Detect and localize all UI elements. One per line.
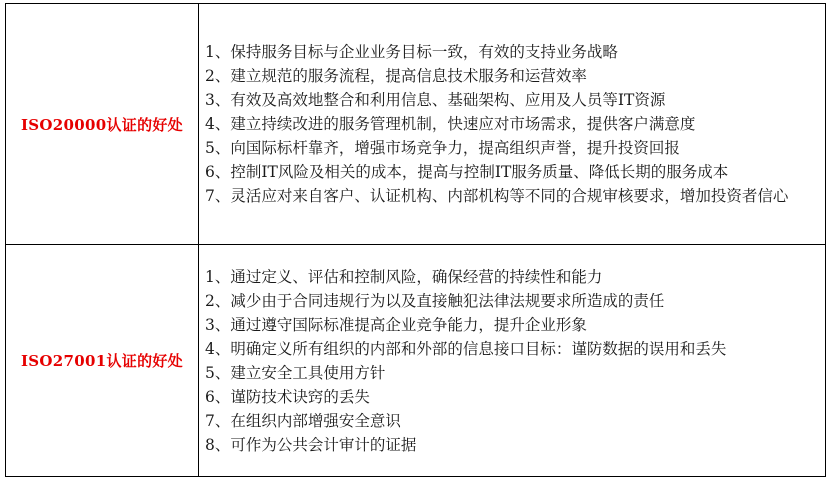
list-item: 5、建立安全工具使用方针 xyxy=(205,363,386,382)
list-item: 6、谨防技术诀窍的丢失 xyxy=(205,387,370,406)
benefit-list-iso20000 xyxy=(205,40,817,208)
benefit-list-cell-iso27001 xyxy=(199,245,826,477)
list-item: 5、向国际标杆靠齐，增强市场竞争力，提高组织声誉，提升投资回报 xyxy=(205,139,680,157)
list-item: 4、建立持续改进的服务管理机制，快速应对市场需求，提供客户满意度 xyxy=(205,115,696,133)
list-item: 2、减少由于合同违规行为以及直接触犯法律法规要求所造成的责任 xyxy=(205,291,665,310)
list-item: 1、通过定义、评估和控制风险，确保经营的持续性和能力 xyxy=(205,267,603,286)
list-item: 6、控制IT风险及相关的成本，提高与控制IT服务质量、降低长期的服务成本 xyxy=(205,163,729,181)
list-item: 1、保持服务目标与企业业务目标一致，有效的支持业务战略 xyxy=(205,43,618,61)
benefits-table xyxy=(5,3,826,477)
benefit-list-cell-iso20000 xyxy=(199,4,826,245)
row-label-iso20000: ISO20000认证的好处 xyxy=(6,4,199,245)
list-item: 7、灵活应对来自客户、认证机构、内部机构等不同的合规审核要求，增加投资者信心 xyxy=(205,187,789,205)
list-item: 3、通过遵守国际标准提高企业竞争能力，提升企业形象 xyxy=(205,315,587,334)
row-label-iso27001: ISO27001认证的好处 xyxy=(6,245,199,477)
list-item: 8、可作为公共会计审计的证据 xyxy=(205,435,417,454)
list-item: 2、建立规范的服务流程，提高信息技术服务和运营效率 xyxy=(205,67,587,85)
list-item: 4、明确定义所有组织的内部和外部的信息接口目标：谨防数据的误用和丢失 xyxy=(205,339,727,358)
list-item: 7、在组织内部增强安全意识 xyxy=(205,411,401,430)
list-item: 3、有效及高效地整合和利用信息、基础架构、应用及人员等IT资源 xyxy=(205,91,666,109)
benefit-list-iso27001 xyxy=(205,265,817,457)
table-row-iso20000 xyxy=(6,4,826,245)
table-row-iso27001 xyxy=(6,245,826,477)
